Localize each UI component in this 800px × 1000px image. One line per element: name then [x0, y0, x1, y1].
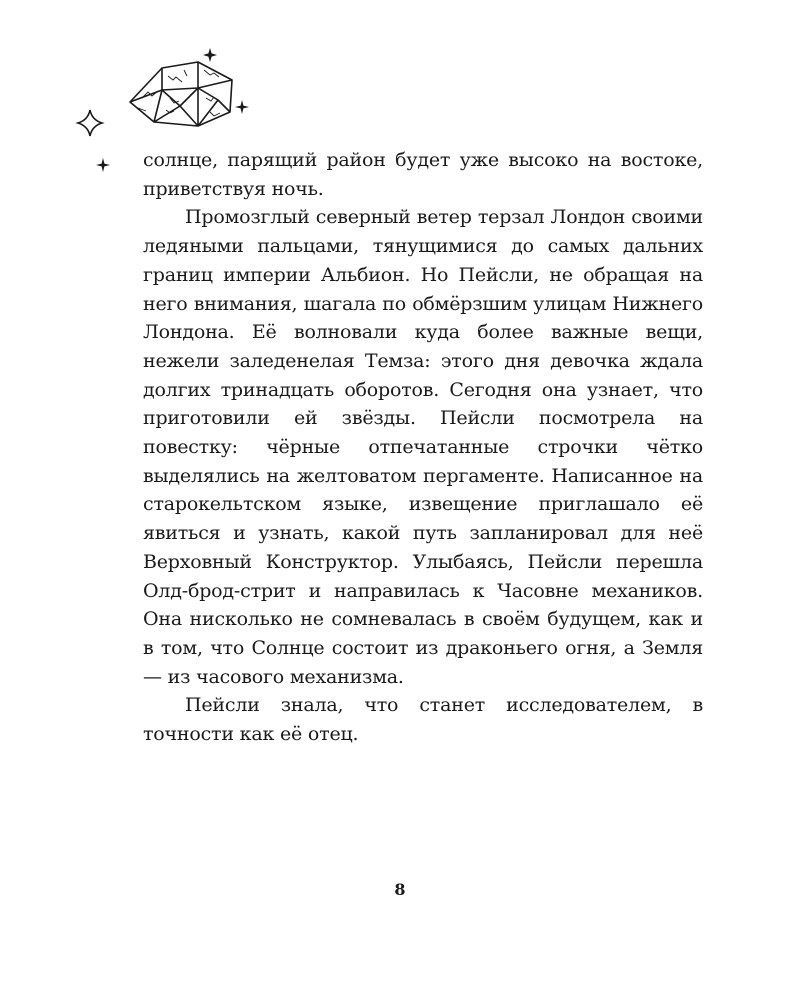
paragraph-continued: солнце, парящий район будет уже высоко на востоке, приветствуя ночь.: [143, 149, 703, 200]
body-text: [143, 146, 703, 749]
page-number: 8: [394, 880, 406, 899]
paragraph: Пейсли знала, что станет исследователем, в точности как её отец.: [143, 694, 703, 746]
paragraph: Промозглый северный ветер терзал Лондон своими ледяными пальцами, тянущимися до самых дальних границ империи Альбион. Но Пейсли, не обращая на него внимания, шагала по обмёрзшим улицам Нижнего Лондона. Её волновали куда более важные вещи, нежели заледенелая Темза: этого дня девочка ждала долгих тринадцать оборотов. Сегодня она узнает, что приготовили ей звёзды. Пейсли посмотрела на повестку: чёрные отпечатанные строчки чётко выделялись на желтоватом пергаменте. Написанное на старокельтском языке, извещение приглашало её явиться и узнать, какой путь запланировал для неё Верховный Конструктор. Улыбаясь, Пейсли перешла Олд-брод-стрит и направилась к Часовне механиков. Она нисколько не сомневалась в своём будущем, как и в том, что Солнце состоит из драконьего огня, а Земля — из часового механизма.: [143, 206, 703, 688]
